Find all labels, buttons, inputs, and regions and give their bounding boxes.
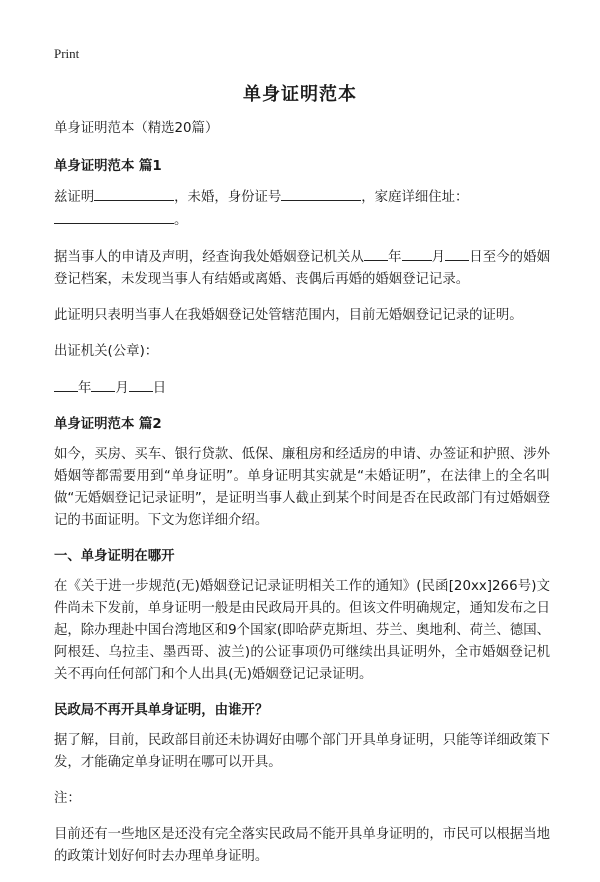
intro-paragraph: 如今，买房、买车、银行贷款、低保、廉租房和经适房的申请、办签证和护照、涉外婚姻等都需要用到“单身证明”。单身证明其实就是“未婚证明”，在法律上的全名叫做“无婚姻登记记录证明”，是证明当事人截止到某个时间是否在民政部门有过婚姻登记的书面证明。下文为您详细介绍。 [54,447,550,528]
day-blank [445,246,469,261]
cert-mid-1: ，未婚，身份证号 [174,190,282,205]
document-subtitle: 单身证明范本（精选20篇） [54,121,219,136]
date-month-label: 月 [115,381,129,396]
date-day-blank [129,377,153,392]
cert-mid-2: ，家庭详细住址： [361,190,469,205]
date-year-blank [54,377,78,392]
note-paragraph: 目前还有一些地区是还没有完全落实民政局不能开具单身证明的，市民可以根据当地的政策计划好何时去办理单身证明。 [54,827,550,864]
date-year-label: 年 [78,381,92,396]
section-heading-2: 单身证明范本 篇2 [54,417,162,432]
year-blank [364,246,388,261]
inquiry-year-label: 年 [388,250,402,265]
month-blank [402,246,432,261]
section-heading-3: 一、单身证明在哪开 [54,549,175,564]
inquiry-paragraph [54,246,550,291]
print-label: Print [54,46,80,61]
date-line [54,377,550,400]
date-month-blank [91,377,115,392]
inquiry-text-2: 日至今的婚姻登记档案，未发现当事人有结婚或离婚、丧偶后再婚的婚姻登记记录。 [54,250,551,287]
inquiry-text-1: 据当事人的申请及声明，经查询我处婚姻登记机关从 [54,250,364,265]
notice-paragraph: 在《关于进一步规范(无)婚姻登记记录证明相关工作的通知》(民函[20xx]266号)文件尚未下发前，单身证明一般是由民政局开具的。但该文件明确规定，通知发布之日起，除办理赴中国台湾地区和9个国家(即哈萨克斯坦、芬兰、奥地利、荷兰、德国、阿根廷、乌拉圭、墨西哥、波兰)的公证事项仍可继续出具证明外，全市婚姻登记机关不再向任何部门和个人出具(无)婚姻登记记录证明。 [54,579,550,682]
name-blank [94,186,174,201]
section-heading-1: 单身证明范本 篇1 [54,159,162,174]
section-heading-4: 民政局不再开具单身证明，由谁开？ [54,703,269,718]
note-label: 注： [54,791,81,806]
id-number-blank [281,186,361,201]
certificate-statement [54,186,550,232]
date-day-label: 日 [152,381,167,396]
policy-paragraph: 据了解，目前，民政部目前还未协调好由哪个部门开具单身证明，只能等详细政策下发，才能确定单身证明在哪可以开具。 [54,733,550,770]
cert-prefix: 兹证明 [54,190,95,205]
scope-paragraph: 此证明只表明当事人在我婚姻登记处管辖范围内，目前无婚姻登记记录的证明。 [54,308,523,323]
cert-end: 。 [174,213,188,228]
inquiry-month-label: 月 [431,250,446,265]
document-body [54,118,550,882]
issuer-line: 出证机关(公章)： [54,344,159,359]
document-title: 单身证明范本 [243,84,357,105]
address-blank [54,209,174,224]
